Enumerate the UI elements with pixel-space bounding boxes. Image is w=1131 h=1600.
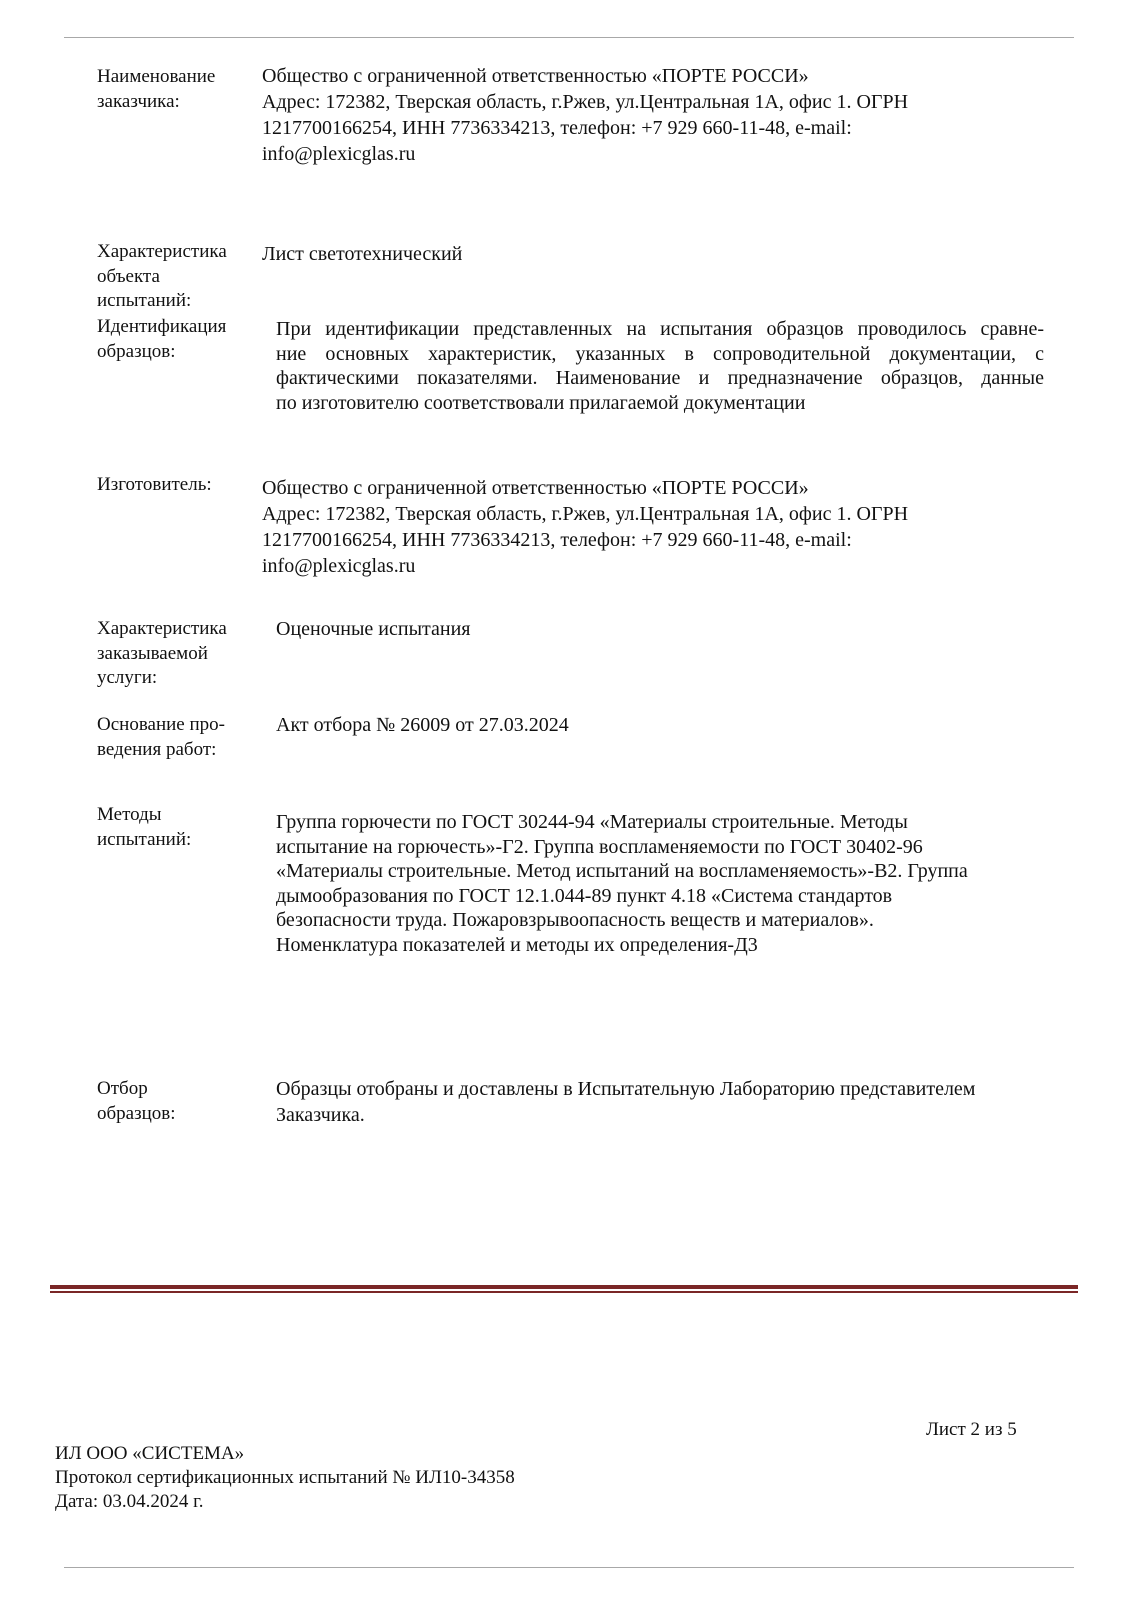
- work-basis-value: Акт отбора № 26009 от 27.03.2024: [276, 714, 569, 736]
- sample-identification-line: фактическими показателями. Наименование и предназначение образцов, данные: [276, 367, 1044, 389]
- page-number: Лист 2 из 5: [926, 1419, 1017, 1440]
- customer-label: Наименование заказчика:: [97, 66, 216, 112]
- service-characteristic-label: Характеристика заказываемой услуги:: [97, 618, 227, 688]
- manufacturer-value: Общество с ограниченной ответственностью «ПОРТЕ РОССИ» Адрес: 172382, Тверская область, г.Ржев, ул.Центральная 1А, офис 1. ОГРН 1217700166254, ИНН 7736334213, телефон: +7 929 660-11-48, e-mail: info@plexicglas.ru: [262, 477, 909, 577]
- test-methods-label: Методы испытаний:: [97, 804, 192, 850]
- protocol-number: Протокол сертификационных испытаний № ИЛ10-34358: [55, 1467, 515, 1488]
- sample-identification-label: Идентификация образцов:: [97, 316, 227, 362]
- sample-identification-line: ние основных характеристик, указанных в сопроводительной документации, с: [276, 342, 1044, 365]
- object-characteristic-label: Характеристика объекта испытаний:: [97, 241, 227, 311]
- sampling-value: Образцы отобраны и доставлены в Испытательную Лабораторию представителем Заказчика.: [276, 1078, 976, 1126]
- sample-identification-line: по изготовителю соответствовали прилагаемой документации: [276, 391, 806, 414]
- footer-divider-thin: [50, 1291, 1078, 1293]
- sample-identification-line: При идентификации представленных на испытания образцов проводилось сравне-: [276, 318, 1044, 340]
- footer-divider: [50, 1285, 1078, 1292]
- test-methods-value: Группа горючести по ГОСТ 30244-94 «Материалы строительные. Методы испытание на горючесть»-Г2. Группа воспламеняемости по ГОСТ 30402-96 «Материалы строительные. Метод испытаний на воспламеняемость»-В2. Группа дымообразования по ГОСТ 12.1.044-89 пункт 4.18 «Система стандартов безопасности труда. Пожаровзрывоопасность веществ и материалов». Номенклатура показателей и методы их определения-Д3: [276, 811, 968, 956]
- sampling-label: Отбор образцов:: [97, 1078, 176, 1124]
- object-characteristic-value: Лист светотехнический: [262, 243, 463, 265]
- sample-identification-value: [276, 317, 1044, 415]
- work-basis-label: Основание про- ведения работ:: [97, 714, 225, 760]
- manufacturer-label: Изготовитель:: [97, 474, 212, 495]
- top-divider: [64, 37, 1074, 38]
- service-characteristic-value: Оценочные испытания: [276, 618, 471, 640]
- bottom-divider: [64, 1567, 1074, 1568]
- footer-divider-thick: [50, 1285, 1078, 1289]
- protocol-date: Дата: 03.04.2024 г.: [55, 1491, 204, 1512]
- customer-value: Общество с ограниченной ответственностью «ПОРТЕ РОССИ» Адрес: 172382, Тверская область, г.Ржев, ул.Центральная 1А, офис 1. ОГРН 1217700166254, ИНН 7736334213, телефон: +7 929 660-11-48, e-mail: info@plexicglas.ru: [262, 65, 909, 165]
- lab-name: ИЛ ООО «СИСТЕМА»: [55, 1443, 245, 1464]
- footer-info: [55, 1442, 515, 1514]
